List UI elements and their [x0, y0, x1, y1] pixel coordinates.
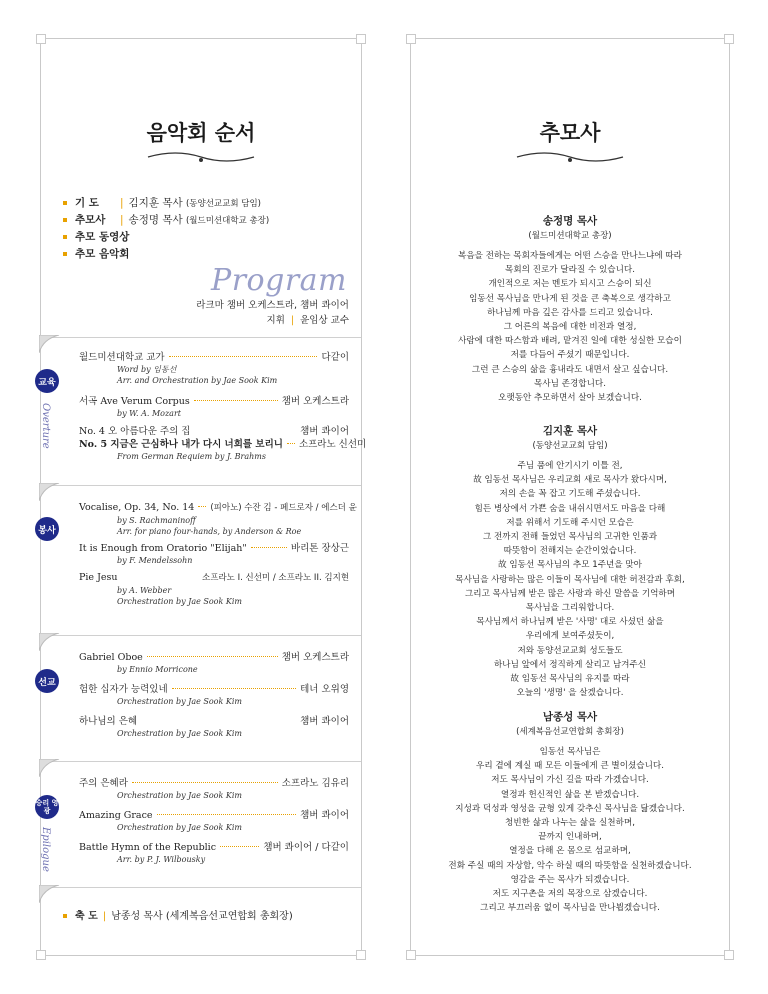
eulogy-text [411, 745, 729, 915]
program-item: 하나님의 은혜 챔버 콰이어 Orchestration by Jae Sook Kim [79, 716, 349, 738]
eulogy-line: 그 어른의 복음에 대한 비전과 열정, [503, 322, 637, 333]
speaker-org: (세계복음선교연합회 총회장) [516, 727, 624, 737]
corner-ornament [356, 950, 366, 960]
order-benediction: 축 도 | 남종성 목사 (세계복음선교연합회 총회장) [63, 907, 293, 922]
corner-ornament [724, 34, 734, 44]
section-script-overture: Overture [40, 403, 51, 449]
page-curl-icon [39, 633, 61, 651]
eulogy-line: 임동선 목사님은 [539, 747, 601, 757]
program-item: Battle Hymn of the Republic 챔버 콰이어 / 다같이 Arr. by P. J. Wilbousky [79, 842, 349, 864]
eulogy-line: 끝까지 인내하며, [538, 832, 602, 843]
corner-ornament [36, 34, 46, 44]
section-divider [41, 635, 361, 636]
speaker-org: (동양선교교회 담임) [532, 441, 608, 451]
program-panel [35, 38, 367, 956]
eulogy-line: 사람에 대한 따스함과 배려, 맡겨진 일에 대한 성실한 모습이 [458, 336, 682, 347]
program-item: It is Enough from Oratorio "Elijah" 바리톤 장상근 by F. Mendelssohn [79, 543, 349, 565]
eulogy-line: 우리 곁에 계실 때 모든 이들에게 큰 별이셨습니다. [476, 761, 664, 772]
program-title: 음악회 순서 [146, 121, 256, 145]
page-curl-icon [39, 335, 61, 353]
eulogy-line: 그 전까지 전해 들었던 목사님의 고귀한 인품과 [482, 532, 658, 543]
eulogy-line: 목회의 진로가 달라질 수 있습니다. [505, 265, 635, 276]
section-script-epilogue: Epilogue [40, 827, 51, 872]
section-divider [41, 887, 361, 888]
eulogy-line: 하나님 앞에서 정직하게 살리고 남겨주신 [493, 659, 647, 670]
eulogy-line: 목사님 존경합니다. [534, 378, 606, 389]
eulogy-line: 故 임동선 목사님은 우리교회 새로 목사가 왔다시며, [473, 475, 667, 486]
eulogy-line: 영감을 주는 목사가 되겠습니다. [510, 874, 630, 885]
section-badge-mission: 선교 [35, 669, 59, 693]
eulogy-line: 그런 큰 스승의 삶을 흉내라도 내면서 살고 싶습니다. [471, 364, 669, 375]
eulogy-line: 따뜻함이 전해지는 순간이었습니다. [503, 546, 637, 557]
performers: 라크마 챔버 오케스트라, 챔버 콰이어 지휘 | 윤임상 교수 [196, 300, 349, 326]
section-divider [41, 485, 361, 486]
program-item: 험한 십자가 능력있네 테너 오위영 Orchestration by Jae Sook Kim [79, 684, 349, 706]
corner-ornament [406, 950, 416, 960]
corner-ornament [724, 950, 734, 960]
eulogy-line: 주님 품에 안기시기 이틀 전, [517, 461, 623, 471]
order-prayer: 기 도 | 김지훈 목사 (동양선교교회 담임) [63, 195, 261, 212]
eulogy-line: 故 임동선 목사님의 유지를 따라 [510, 674, 630, 685]
program-item: Pie Jesu 소프라노 I. 신선미 / 소프라노 II. 김지현 by A. Webber Orchestration by Jae Sook Kim [79, 572, 349, 606]
eulogy-line: 저를 다듬어 주셨기 때문입니다. [510, 350, 630, 361]
program-item: Amazing Grace 챔버 콰이어 Orchestration by Jae Sook Kim [79, 810, 349, 832]
speaker-org: (월드미션대학교 총장) [528, 231, 612, 241]
eulogy-line: 저의 손을 꼭 잡고 기도해 주셨습니다. [499, 489, 641, 500]
speaker-name: 송정명 목사 [542, 215, 598, 227]
order-concert: 추모 음악회 [63, 246, 129, 262]
eulogy-line: 목사님께서 하나님께 받은 '사명' 대로 사셨던 삶을 [476, 617, 664, 628]
section-badge-education: 교육 [35, 369, 59, 393]
page-curl-icon [39, 885, 61, 903]
eulogy-line: 열정을 다해 온 몸으로 섬교하며, [509, 846, 631, 857]
eulogy-title: 추모사 [539, 121, 601, 145]
eulogy-line: 저를 위해서 기도해 주시던 모습은 [506, 517, 634, 528]
eulogy-block [411, 213, 729, 405]
corner-ornament [406, 34, 416, 44]
program-item: Vocalise, Op. 34, No. 14 (피아노) 수잔 김 - 페드로자 / 에스더 윤 by S. Rachmaninoff Arr. for piano four-hands, by Anderson & Roe [79, 502, 357, 536]
section-divider [41, 761, 361, 762]
title-flourish [515, 149, 625, 165]
eulogy-line: 복음을 전하는 목회자들에게는 어떤 스승을 만나느냐에 따라 [458, 251, 682, 261]
eulogy-line: 저와 동양선교교회 성도들도 [517, 645, 623, 656]
eulogy-line: 목사님을 사랑하는 많은 이들이 목사님에 대한 허전감과 후회, [455, 574, 685, 585]
eulogy-line: 故 임동선 목사님의 추모 1주년을 맞아 [498, 560, 642, 571]
title-flourish [146, 149, 256, 165]
page-curl-icon [39, 483, 61, 501]
eulogy-line: 오랫동안 추모하면서 살아 보겠습니다. [498, 393, 642, 404]
eulogy-line: 저도 지구촌을 저의 목장으로 삼겠습니다. [492, 889, 648, 900]
eulogy-line: 오늘의 '생명' 을 살겠습니다. [516, 688, 624, 699]
eulogy-line: 하나님께 마음 깊은 감사를 드리고 있습니다. [487, 307, 653, 318]
program-item: 월드미션대학교 교가 다같이 Word by 임동선 Arr. and Orchestration by Jae Sook Kim [79, 352, 349, 385]
eulogy-block [411, 423, 729, 700]
order-video: 추모 동영상 [63, 229, 129, 245]
speaker-name: 김지훈 목사 [542, 425, 598, 437]
order-eulogy: 추모사 | 송정명 목사 (월드미션대학교 총장) [63, 212, 269, 229]
eulogy-line: 그리고 목사님께 받은 많은 사랑과 하신 말씀을 기억하며 [464, 588, 676, 599]
program-item: 주의 은혜라 소프라노 김유리 Orchestration by Jae Sook Kim [79, 778, 349, 800]
eulogy-line: 청빈한 삶과 나누는 삶을 실천하며, [505, 818, 635, 829]
program-item: No. 4 오 아름다운 주의 집 챔버 콰이어 No. 5 지금은 근심하나 내가 다시 너희를 보리니 소프라노 신선미 From German Requiem by J. Brahms [79, 426, 367, 461]
eulogy-line: 지성과 덕성과 영성을 균형 있게 갖추신 목사님을 닮겠습니다. [455, 803, 685, 814]
eulogy-line: 열정과 헌신적인 삶을 본 받겠습니다. [500, 789, 640, 800]
eulogy-line: 임동선 목사님을 만나게 된 것을 큰 축복으로 생각하고 [469, 293, 671, 304]
speaker-name: 남종성 목사 [542, 711, 598, 723]
corner-ornament [356, 34, 366, 44]
section-divider [41, 337, 361, 338]
eulogy-line: 목사님을 그리워합니다. [525, 603, 615, 614]
eulogy-block [411, 709, 729, 915]
eulogy-line: 우리에게 보여주셨듯이, [525, 631, 615, 642]
corner-ornament [36, 950, 46, 960]
eulogy-text [411, 459, 729, 700]
eulogy-line: 전화 주실 때의 자상함, 악수 하실 때의 따뜻함을 실천하겠습니다. [448, 860, 692, 871]
eulogy-panel [410, 38, 730, 956]
program-script: Program [211, 263, 347, 298]
page-curl-icon [39, 759, 61, 777]
eulogy-line: 개인적으로 저는 멘토가 되시고 스승이 되신 [488, 279, 652, 290]
eulogy-line: 그리고 부끄러움 없이 목사님을 만나뵙겠습니다. [480, 903, 660, 914]
eulogy-text [411, 249, 729, 405]
section-badge-service: 봉사 [35, 517, 59, 541]
eulogy-line: 힘든 병상에서 가쁜 숨을 내쉬시면서도 마음을 다해 [474, 503, 666, 514]
program-item: 서곡 Ave Verum Corpus 챔버 오케스트라 by W. A. Mozart [79, 396, 349, 418]
program-item: Gabriel Oboe 챔버 오케스트라 by Ennio Morricone [79, 652, 349, 674]
section-badge-glory: 승리 영광 [35, 795, 59, 819]
eulogy-line: 저도 목사님이 가신 길을 따라 가겠습니다. [491, 775, 649, 786]
